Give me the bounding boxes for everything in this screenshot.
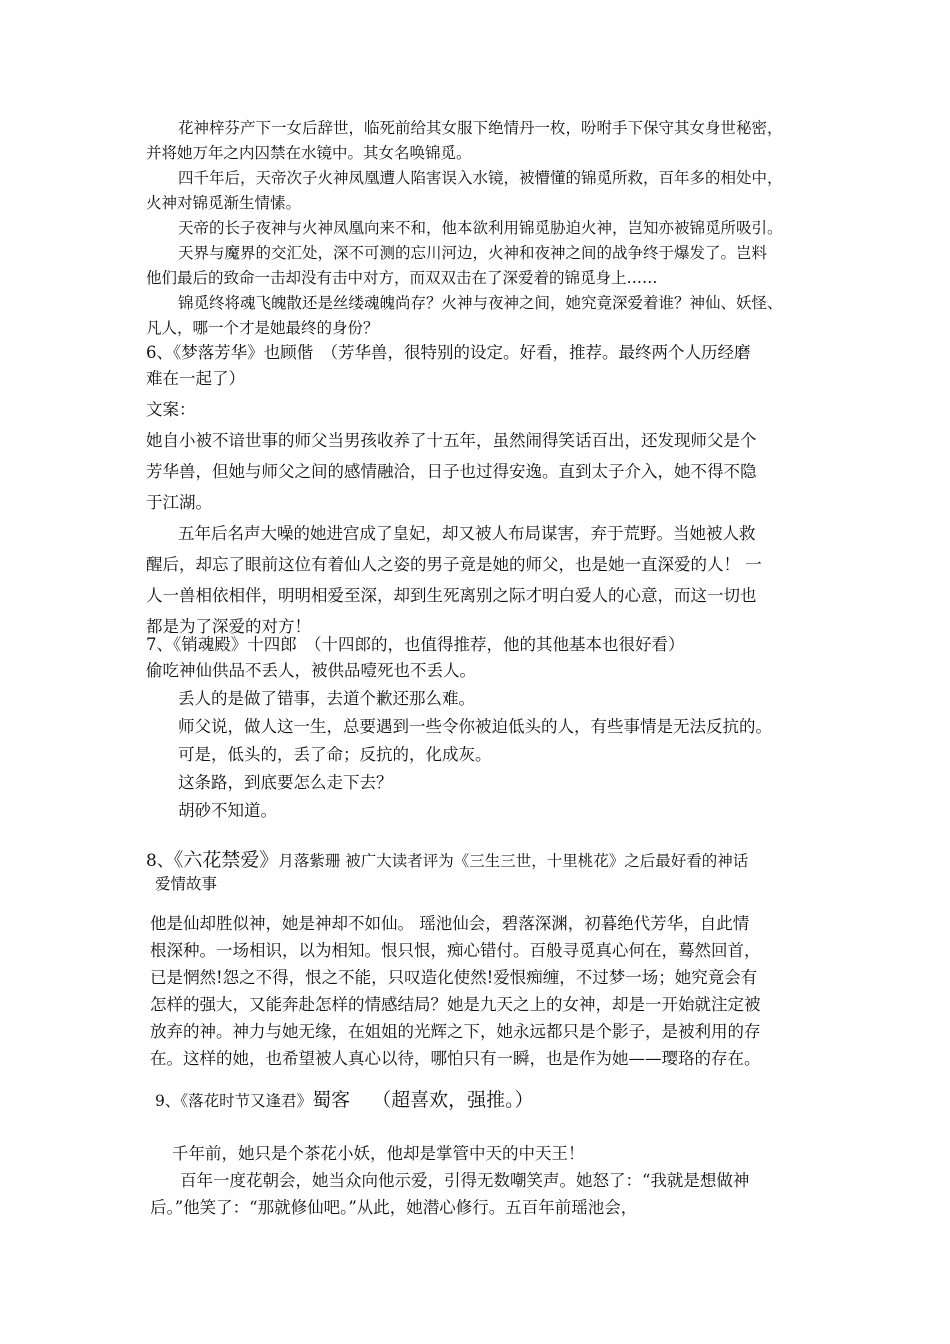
paragraph-line: 凡人，哪一个才是她最终的身份？: [146, 319, 379, 337]
paragraph-line: 已是惘然!怨之不得，恨之不能，只叹造化使然!爱恨痴缠，不过梦一场；她究竟会有: [150, 968, 758, 987]
book-note: （超喜欢，强推。）: [372, 1089, 534, 1111]
book-number: 8、: [146, 851, 174, 871]
book-title: 《六花禁爱》: [173, 849, 279, 871]
paragraph-line: 丢人的是做了错事，去道个歉还那么难。: [178, 689, 475, 708]
paragraph-line: 千年前，她只是个茶花小妖，他却是掌管中天的中天王！: [172, 1144, 585, 1163]
paragraph-line: 她自小被不谙世事的师父当男孩收养了十五年，虽然闹得笑话百出，还发现师父是个: [146, 431, 757, 450]
paragraph-line: 他们最后的致命一击却没有击中对方，而双双击在了深爱着的锦觅身上……: [146, 269, 658, 287]
paragraph-line: 花神梓芬产下一女后辞世，临死前给其女服下绝情丹一枚，吩咐手下保守其女身世秘密，: [178, 119, 783, 137]
paragraph-line: 人一兽相依相伴，明明相爱至深，却到生死离别之际才明白爱人的心意，而这一切也: [146, 586, 757, 605]
paragraph-line: 这条路，到底要怎么走下去？: [178, 773, 393, 792]
book-author-note: 月落紫珊 被广大读者评为《三生三世，十里桃花》之后最好看的神话: [278, 852, 749, 870]
paragraph-line: 天帝的长子夜神与火神凤凰向来不和，他本欲利用锦觅胁迫火神，岂知亦被锦觅所吸引。: [178, 219, 783, 237]
book-author: 蜀客: [312, 1089, 351, 1111]
paragraph-line: 他是仙却胜似神，她是神却不如仙。 瑶池仙会，碧落深渊，初暮绝代芳华，自此情: [150, 914, 750, 933]
paragraph-line: 在。这样的她，也希望被人真心以待，哪怕只有一瞬，也是作为她——璎珞的存在。: [150, 1049, 761, 1068]
paragraph-line: 四千年后，天帝次子火神凤凰遭人陷害误入水镜，被懵懂的锦觅所救，百年多的相处中，: [178, 169, 783, 187]
paragraph-line: 醒后，却忘了眼前这位有着仙人之姿的男子竟是她的师父，也是她一直深爱的人！ 一: [146, 555, 762, 574]
paragraph-line: 师父说，做人这一生，总要遇到一些令你被迫低头的人，有些事情是无法反抗的。: [178, 717, 772, 736]
paragraph-line: 火神对锦觅渐生情愫。: [146, 194, 302, 212]
paragraph-line: 都是为了深爱的对方！: [146, 617, 311, 636]
paragraph-line: 根深种。一场相识，以为相知。恨只恨，痴心错付。百般寻觅真心何在，蓦然回首，: [150, 941, 761, 960]
paragraph-line: 锦觅终将魂飞魄散还是丝缕魂魄尚存？火神与夜神之间，她究竟深爱着谁？神仙、妖怪、: [178, 294, 783, 312]
paragraph-line: 于江湖。: [146, 493, 212, 512]
wenan-label: 文案：: [146, 400, 196, 419]
paragraph-line: 可是，低头的，丢了命；反抗的，化成灰。: [178, 745, 492, 764]
paragraph-line: 百年一度花朝会，她当众向他示爱，引得无数嘲笑声。她怒了：“我就是想做神: [180, 1171, 750, 1190]
book-title: 《落花时节又逢君》: [180, 1092, 313, 1110]
paragraph-line: 胡砂不知道。: [178, 801, 277, 820]
paragraph-line: 后。”他笑了：“那就修仙吧。”从此，她潜心修行。五百年前瑶池会，: [150, 1198, 638, 1217]
book-heading: 7、《销魂殿》十四郎 （十四郎的，也值得推荐，他的其他基本也很好看）: [146, 635, 685, 654]
book-heading: 难在一起了）: [146, 369, 245, 388]
book-heading: [146, 849, 748, 872]
paragraph-line: 偷吃神仙供品不丢人，被供品噎死也不丢人。: [146, 661, 476, 680]
book-number: 9、: [155, 1092, 181, 1110]
paragraph-line: 怎样的强大，又能奔赴怎样的情感结局？她是九天之上的女神，却是一开始就注定被: [150, 995, 761, 1014]
paragraph-line: 天界与魔界的交汇处，深不可测的忘川河边，火神和夜神之间的战争终于爆发了。岂料: [178, 244, 768, 262]
paragraph-line: 并将她万年之内囚禁在水镜中。其女名唤锦觅。: [146, 144, 472, 162]
book-heading: [155, 1089, 534, 1112]
paragraph-line: 放弃的神。神力与她无缘，在姐姐的光辉之下，她永远都只是个影子，是被利用的存: [150, 1022, 761, 1041]
paragraph-line: 芳华兽，但她与师父之间的感情融洽，日子也过得安逸。直到太子介入，她不得不隐: [146, 462, 757, 481]
paragraph-line: 五年后名声大噪的她进宫成了皇妃，却又被人布局谋害，弃于荒野。当她被人救: [178, 524, 756, 543]
book-heading-cont: 爱情故事: [155, 875, 218, 893]
book-heading: 6、《梦落芳华》也顾偕 （芳华兽，很特别的设定。好看，推荐。最终两个人历经磨: [146, 343, 751, 362]
